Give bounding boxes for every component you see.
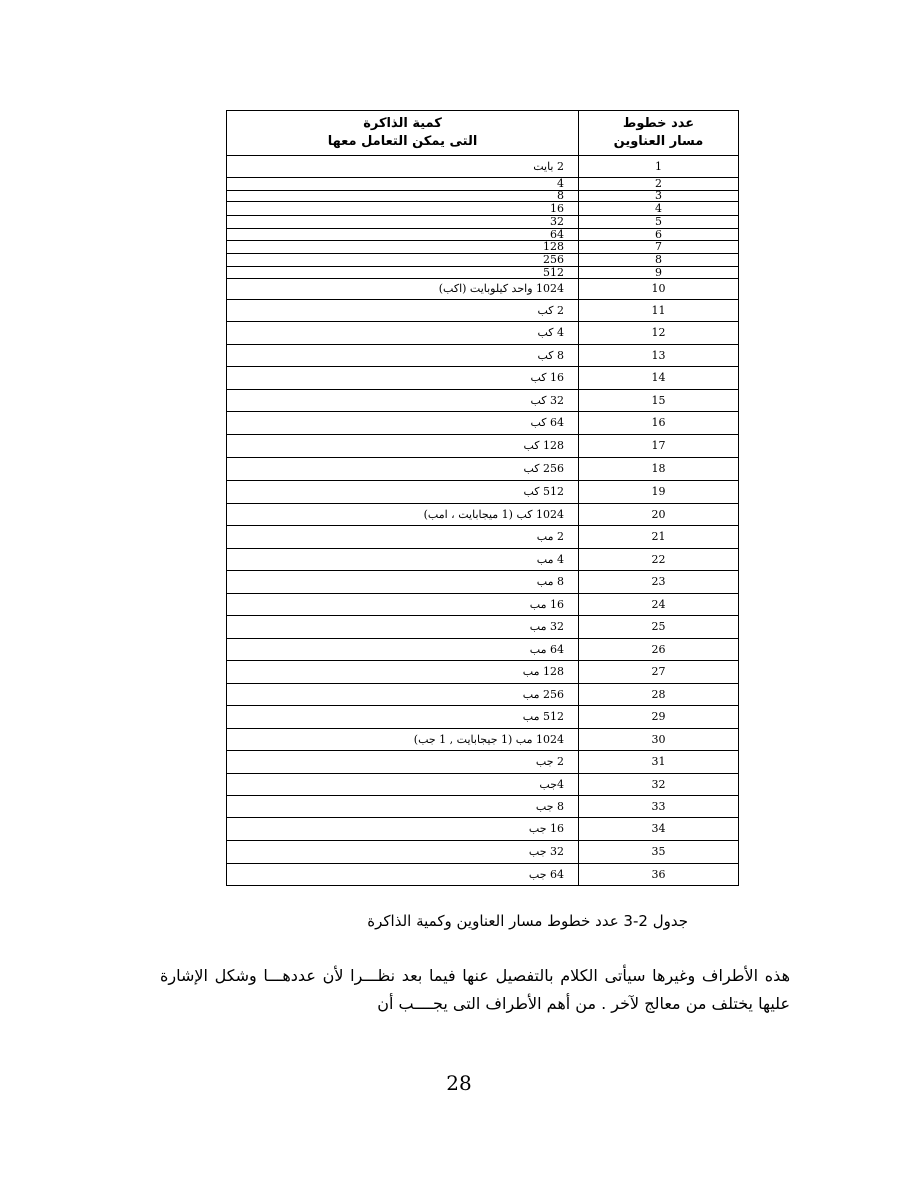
memory-cell: 2 بايت [227,156,579,178]
table-row [227,661,739,684]
table-row [227,594,739,616]
table-row [227,796,739,818]
lines-cell: 33 [579,796,739,818]
lines-cell: 8 [579,254,739,267]
table-row [227,774,739,796]
lines-cell: 20 [579,504,739,526]
page-number: 28 [446,1071,472,1095]
memory-cell: 64 [227,229,579,241]
table-row [227,729,739,751]
table-header-row [227,111,739,156]
memory-cell: 2 مب [227,526,579,549]
lines-cell: 26 [579,639,739,661]
table-row [227,345,739,367]
memory-cell: 128 [227,241,579,254]
address-lines-memory-table [226,110,739,886]
lines-cell: 34 [579,818,739,841]
memory-cell: 4 [227,178,579,191]
lines-cell: 3 [579,191,739,202]
table-row [227,549,739,571]
table-row [227,367,739,390]
table-row [227,412,739,435]
memory-cell: 2 كب [227,300,579,322]
memory-cell: 4 مب [227,549,579,571]
memory-cell: 1024 كب (1 ميجابايت ، امب) [227,504,579,526]
memory-cell: 8 كب [227,345,579,367]
lines-cell: 2 [579,178,739,191]
memory-cell: 256 [227,254,579,267]
memory-cell: 64 كب [227,412,579,435]
memory-header-line1: كمية الذاكرة [363,116,442,131]
memory-column-header [227,111,579,156]
table-row [227,322,739,345]
body-paragraph: هذه الأطراف وغيرها سيأتى الكلام بالتفصيل عنها فيما بعد نظـــرا لأن عددهـــا وشكل الإشارة عليها يختلف من معالج لآخر . من أهم الأطراف التى يجــــب أن [160,966,790,1013]
lines-cell: 10 [579,279,739,300]
lines-cell: 5 [579,216,739,229]
table-row [227,279,739,300]
memory-cell: 2 جب [227,751,579,774]
lines-cell: 21 [579,526,739,549]
lines-cell: 32 [579,774,739,796]
memory-cell: 256 كب [227,458,579,481]
table-row [227,458,739,481]
memory-cell: 32 [227,216,579,229]
memory-cell: 256 مب [227,684,579,706]
table-row [227,684,739,706]
lines-cell: 13 [579,345,739,367]
memory-cell: 512 [227,267,579,279]
memory-cell: 128 مب [227,661,579,684]
lines-cell: 14 [579,367,739,390]
table-row [227,751,739,774]
memory-cell: 16 جب [227,818,579,841]
memory-cell: 512 كب [227,481,579,504]
table-row [227,202,739,216]
table-row [227,267,739,279]
lines-cell: 29 [579,706,739,729]
memory-cell: 128 كب [227,435,579,458]
table-row [227,191,739,202]
table-row [227,616,739,639]
lines-cell: 9 [579,267,739,279]
table-row [227,435,739,458]
lines-cell: 16 [579,412,739,435]
memory-cell: 8 جب [227,796,579,818]
lines-cell: 35 [579,841,739,864]
lines-header-line2: مسار العناوين [613,134,704,149]
table-row [227,571,739,594]
lines-cell: 17 [579,435,739,458]
memory-cell: 16 [227,202,579,216]
lines-cell: 31 [579,751,739,774]
lines-column-header [579,111,739,156]
table-row [227,818,739,841]
memory-cell: 64 مب [227,639,579,661]
table-row [227,526,739,549]
table-row [227,241,739,254]
lines-cell: 1 [579,156,739,178]
lines-header-line1: عدد خطوط [622,116,695,131]
lines-cell: 12 [579,322,739,345]
memory-cell: 512 مب [227,706,579,729]
memory-cell: 32 مب [227,616,579,639]
lines-cell: 15 [579,390,739,412]
table-caption: جدول 2-3 عدد خطوط مسار العناوين وكمية الذاكرة [367,912,688,930]
lines-cell: 30 [579,729,739,751]
table-body [227,156,739,886]
memory-cell: 1024 واحد كيلوبايت (اكب) [227,279,579,300]
table-row [227,841,739,864]
lines-cell: 24 [579,594,739,616]
memory-cell: 1024 مب (1 جيجابايت , 1 جب) [227,729,579,751]
table-row [227,254,739,267]
table-row [227,216,739,229]
table-row [227,504,739,526]
lines-cell: 28 [579,684,739,706]
lines-cell: 6 [579,229,739,241]
lines-cell: 4 [579,202,739,216]
table-row [227,706,739,729]
memory-cell: 8 [227,191,579,202]
lines-cell: 23 [579,571,739,594]
table-row [227,390,739,412]
table-row [227,156,739,178]
memory-cell: 8 مب [227,571,579,594]
lines-cell: 18 [579,458,739,481]
table-row [227,639,739,661]
memory-cell: 16 كب [227,367,579,390]
lines-cell: 22 [579,549,739,571]
table-row [227,300,739,322]
memory-cell: 4 كب [227,322,579,345]
table-row [227,864,739,886]
memory-cell: 4جب [227,774,579,796]
table-row [227,481,739,504]
memory-cell: 32 جب [227,841,579,864]
memory-cell: 16 مب [227,594,579,616]
memory-header-line2: التى يمكن التعامل معها [327,134,478,149]
lines-cell: 36 [579,864,739,886]
lines-cell: 27 [579,661,739,684]
lines-cell: 11 [579,300,739,322]
memory-cell: 64 جب [227,864,579,886]
table-row [227,229,739,241]
lines-cell: 25 [579,616,739,639]
table-row [227,178,739,191]
lines-cell: 7 [579,241,739,254]
memory-cell: 32 كب [227,390,579,412]
lines-cell: 19 [579,481,739,504]
